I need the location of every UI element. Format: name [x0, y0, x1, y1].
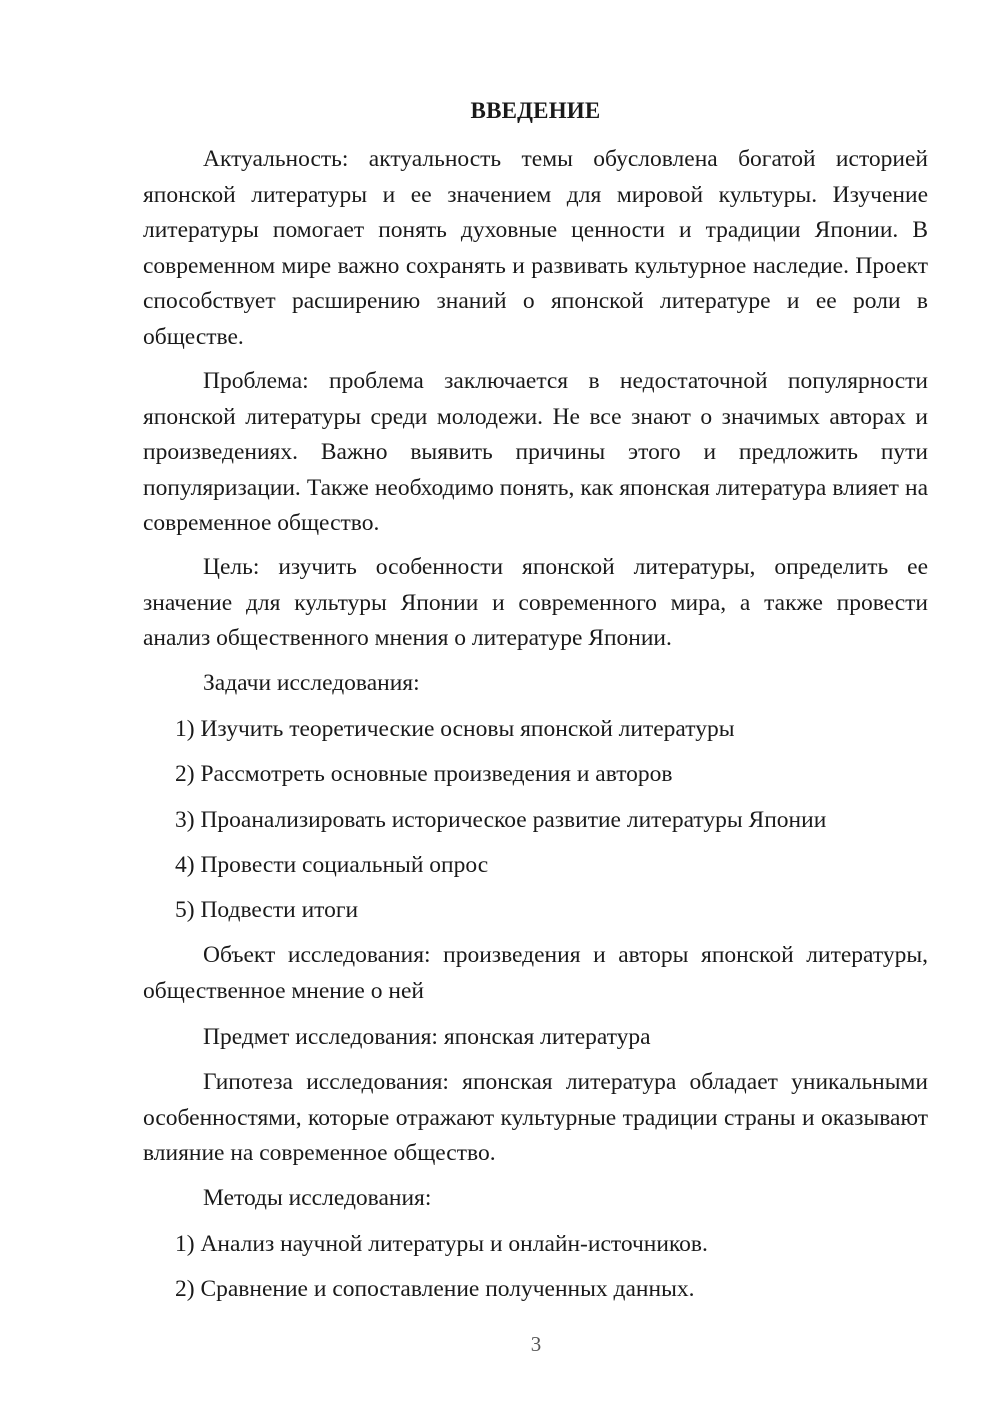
- relevance-paragraph: Актуальность: актуальность темы обусловлена богатой историей японской литературы и ее значением для мировой культуры. Изучение литературы помогает понять духовные ценности и традиции Японии. В современном мире важно сохранять и развивать культурное наследие. Проект способствует расширению знаний о японской литературе и ее роли в обществе.: [143, 146, 928, 350]
- task-item-3: 3) Проанализировать историческое развитие литературы Японии: [175, 807, 827, 833]
- problem-paragraph: Проблема: проблема заключается в недостаточной популярности японской литературы среди молодежи. Не все знают о значимых авторах и произведениях. Важно выявить причины этого и предложить пути популяризации. Также необходимо понять, как японская литература влияет на современное общество.: [143, 368, 928, 536]
- task-item-5: 5) Подвести итоги: [175, 897, 359, 923]
- tasks-heading: Задачи исследования:: [203, 670, 420, 696]
- section-heading: ВВЕДЕНИЕ: [470, 98, 601, 123]
- hypothesis-paragraph: Гипотеза исследования: японская литература обладает уникальными особенностями, которые отражают культурные традиции страны и оказывают влияние на современное общество.: [143, 1069, 928, 1166]
- subject-paragraph: Предмет исследования: японская литература: [203, 1024, 651, 1050]
- task-item-2: 2) Рассмотреть основные произведения и авторов: [175, 761, 673, 787]
- method-item-1: 1) Анализ научной литературы и онлайн-источников.: [175, 1231, 708, 1257]
- object-paragraph: Объект исследования: произведения и авторы японской литературы, общественное мнение о ней: [143, 942, 928, 1004]
- method-item-2: 2) Сравнение и сопоставление полученных данных.: [175, 1276, 695, 1302]
- goal-paragraph: Цель: изучить особенности японской литературы, определить ее значение для культуры Японии и современного мира, а также провести анализ общественного мнения о литературе Японии.: [143, 554, 928, 651]
- task-item-4: 4) Провести социальный опрос: [175, 852, 489, 878]
- task-item-1: 1) Изучить теоретические основы японской литературы: [175, 716, 735, 742]
- methods-heading: Методы исследования:: [203, 1185, 432, 1211]
- page-number: 3: [530, 1332, 542, 1356]
